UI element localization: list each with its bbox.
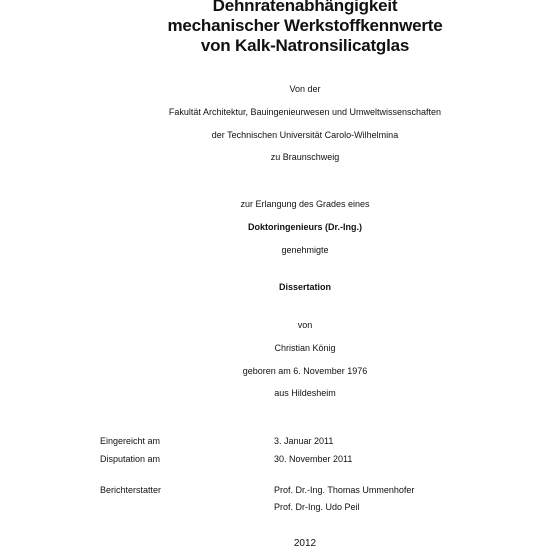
university-city: zu Braunschweig [270, 152, 340, 162]
author-birth-date: geboren am 6. November 1976 [242, 366, 368, 376]
defense-label: Disputation am [100, 454, 161, 464]
degree-title: Doktoringenieurs (Dr.-Ing.) [247, 222, 362, 232]
reviewer-name: Prof. Dr.-Ing. Thomas Ummenhofer [274, 485, 415, 495]
university-name: der Technischen Universität Carolo-Wilhelmina [211, 130, 399, 140]
von-der-text: Von der [289, 84, 321, 94]
reviewers-label: Berichterstatter [100, 485, 162, 495]
author-name: Christian König [274, 343, 336, 353]
reviewer-row-1 [100, 485, 500, 496]
submitted-label: Eingereicht am [100, 436, 161, 446]
document-type: Dissertation [278, 282, 331, 292]
thesis-title-line-3: von Kalk-Natronsilicatglas [200, 36, 410, 55]
submitted-row [100, 436, 500, 447]
thesis-title-line-2: mechanischer Werkstoffkennwerte [167, 16, 443, 35]
reviewer-row-2 [100, 502, 500, 513]
submitted-date: 3. Januar 2011 [274, 436, 334, 446]
degree-purpose: zur Erlangung des Grades eines [240, 199, 370, 209]
von-text: von [297, 320, 313, 330]
defense-date: 30. November 2011 [274, 454, 353, 464]
defense-row [100, 454, 500, 465]
publication-year: 2012 [293, 538, 317, 549]
faculty-name: Fakultät Architektur, Bauingenieurwesen und Umweltwissenschaften [168, 107, 442, 117]
reviewer-name: Prof. Dr-Ing. Udo Peil [274, 502, 360, 512]
approved-text: genehmigte [281, 245, 329, 255]
thesis-title-line-1: Dehnratenabhängigkeit [212, 0, 398, 15]
author-birthplace: aus Hildesheim [274, 388, 336, 398]
